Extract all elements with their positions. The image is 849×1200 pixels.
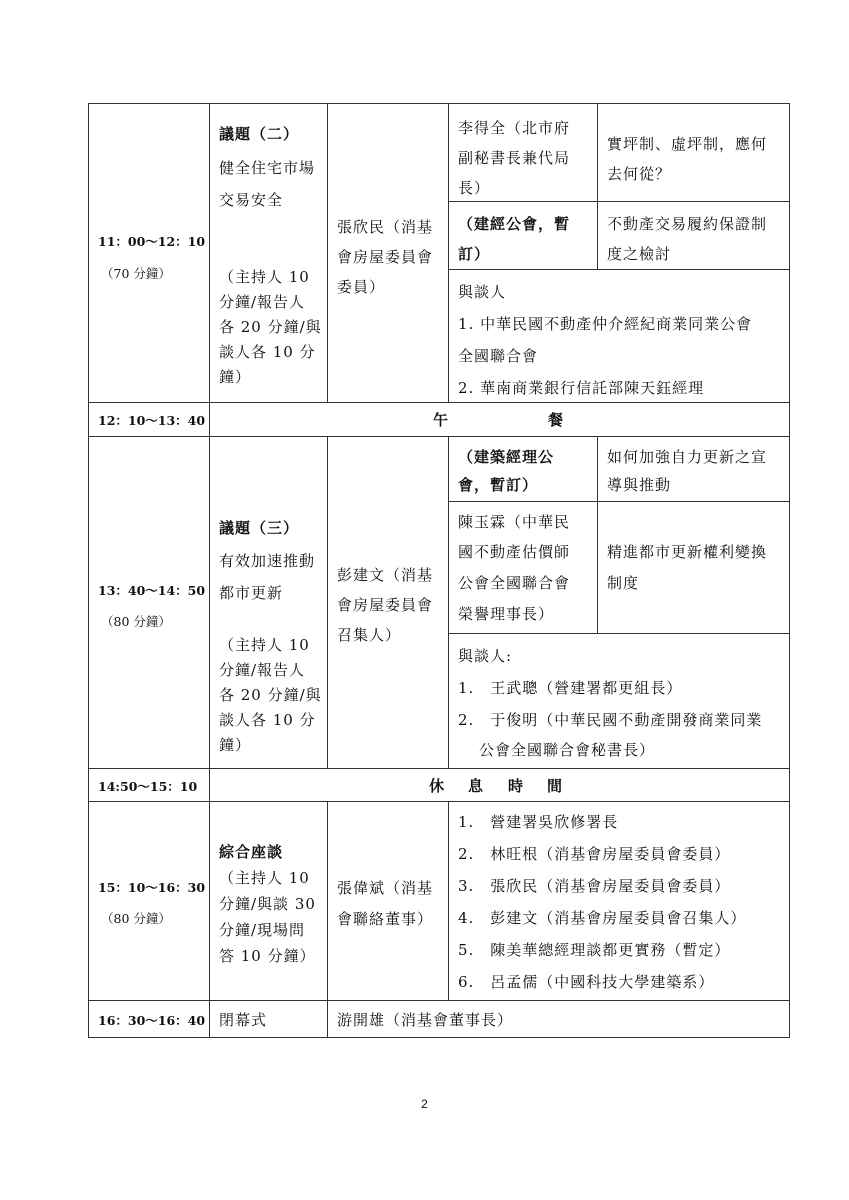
panel-member: 3. 張欣民（消基會房屋委員會委員） <box>458 877 731 895</box>
format-line: （主持人 10 <box>219 869 310 887</box>
format-line: 分鐘/現場問 <box>219 921 306 939</box>
break-time: 12：10～13：40 <box>98 413 206 428</box>
break-label-char: 間 <box>547 777 564 795</box>
report-title-cell <box>597 201 790 270</box>
speaker-line: （建經公會，暫 <box>458 215 571 233</box>
moderator-line: 會房屋委員會 <box>337 248 434 266</box>
format-line: （主持人 10 <box>219 268 310 286</box>
session-duration: （80 分鐘） <box>101 614 171 629</box>
panel-member: 4. 彭建文（消基會房屋委員會召集人） <box>458 909 747 927</box>
speaker-line: 國不動產估價師 <box>458 543 571 561</box>
topic-line: 交易安全 <box>219 191 284 209</box>
session-time-cell <box>88 103 210 403</box>
break-label-cell <box>209 402 790 437</box>
break-label-char: 息 <box>468 777 485 795</box>
discussants-heading: 與談人 <box>458 283 507 301</box>
moderator-cell <box>327 436 449 769</box>
session-duration: （80 分鐘） <box>101 911 171 926</box>
format-line: （主持人 10 <box>219 636 310 654</box>
format-line: 談人各 10 分 <box>219 343 316 361</box>
session-time: 15：10～16：30 <box>98 880 206 895</box>
break-time: 14:50～15：10 <box>98 779 198 794</box>
page-number: 2 <box>421 1097 428 1111</box>
moderator-line: 委員） <box>337 278 386 296</box>
session-time: 13：40～14：50 <box>98 583 206 598</box>
report-title-line: 精進都市更新權利變換 <box>607 543 768 561</box>
session-time-cell <box>88 801 210 1001</box>
moderator-line: 彭建文（消基 <box>337 566 434 584</box>
report-title-cell <box>597 501 790 634</box>
topic-title: 議題（二） <box>219 125 300 143</box>
format-line: 鐘） <box>219 736 252 754</box>
speaker-cell <box>448 436 598 502</box>
moderator-line: 會聯絡董事） <box>337 910 434 928</box>
moderator-line: 張偉斌（消基 <box>337 879 434 897</box>
format-line: 談人各 10 分 <box>219 711 316 729</box>
break-time-cell <box>88 402 210 437</box>
topic-line: 健全住宅市場 <box>219 159 316 177</box>
break-label-char: 休 <box>429 777 446 795</box>
format-line: 分鐘/報告人 <box>219 293 306 311</box>
panel-topic-cell <box>209 801 328 1001</box>
speaker-line: 長） <box>458 179 491 197</box>
report-title-line: 度之檢討 <box>607 245 672 263</box>
report-title-line: 不動產交易履約保證制 <box>607 215 768 233</box>
format-line: 各 20 分鐘/與 <box>219 686 322 704</box>
session-duration: （70 分鐘） <box>101 266 171 281</box>
discussant-line: 公會全國聯合會秘書長） <box>479 741 656 759</box>
discussant-line: 2. 華南商業銀行信託部陳天鈺經理 <box>458 379 705 397</box>
break-label-char: 餐 <box>548 411 565 429</box>
panel-member: 5. 陳美華總經理談都更實務（暫定） <box>458 941 731 959</box>
report-title-line: 制度 <box>607 574 640 592</box>
format-line: 各 20 分鐘/與 <box>219 318 322 336</box>
panel-member: 6. 呂孟儒（中國科技大學建築系） <box>458 973 715 991</box>
report-title-line: 實坪制、虛坪制，應何 <box>607 135 768 153</box>
closing-host: 游開雄（消基會董事長） <box>337 1011 514 1029</box>
closing-time-cell <box>88 1000 210 1038</box>
break-label-char: 時 <box>508 777 525 795</box>
speaker-line: 訂） <box>458 245 491 263</box>
session-topic-cell <box>209 103 328 403</box>
closing-label: 閉幕式 <box>219 1011 268 1029</box>
closing-host-cell <box>327 1000 790 1038</box>
break-label-char: 午 <box>433 411 450 429</box>
discussant-line: 全國聯合會 <box>458 347 539 365</box>
report-title-cell <box>597 436 790 502</box>
report-title-line: 如何加強自力更新之宣 <box>607 448 768 466</box>
session-topic-cell <box>209 436 328 769</box>
panel-title: 綜合座談 <box>219 843 284 861</box>
discussants-cell <box>448 633 790 769</box>
format-line: 分鐘/與談 30 <box>219 895 316 913</box>
discussants-heading: 與談人: <box>458 647 513 665</box>
speaker-line: 會，暫訂） <box>458 476 539 494</box>
topic-line: 都市更新 <box>219 584 284 602</box>
discussant-line: 2. 于俊明（中華民國不動產開發商業同業 <box>458 711 763 729</box>
break-time-cell <box>88 768 210 802</box>
discussant-line: 1. 王武聰（營建署都更組長） <box>458 679 683 697</box>
moderator-line: 張欣民（消基 <box>337 218 434 236</box>
closing-label-cell <box>209 1000 328 1038</box>
speaker-cell <box>448 201 598 270</box>
speaker-cell <box>448 103 598 202</box>
speaker-line: 李得全（北市府 <box>458 119 571 137</box>
moderator-line: 召集人） <box>337 626 402 644</box>
topic-title: 議題（三） <box>219 519 300 537</box>
report-title-line: 導與推動 <box>607 476 672 494</box>
report-title-line: 去何從？ <box>607 165 672 183</box>
speaker-line: （建築經理公 <box>458 448 555 466</box>
discussants-cell <box>448 269 790 403</box>
moderator-cell <box>327 103 449 403</box>
format-line: 鐘） <box>219 368 252 386</box>
topic-line: 有效加速推動 <box>219 552 316 570</box>
moderator-line: 會房屋委員會 <box>337 596 434 614</box>
panel-members-cell <box>448 801 790 1001</box>
speaker-cell <box>448 501 598 634</box>
break-label-cell <box>209 768 790 802</box>
agenda-table <box>88 103 790 1038</box>
speaker-line: 榮譽理事長） <box>458 605 555 623</box>
session-time-cell <box>88 436 210 769</box>
speaker-line: 副秘書長兼代局 <box>458 149 571 167</box>
format-line: 答 10 分鐘） <box>219 947 316 965</box>
format-line: 分鐘/報告人 <box>219 661 306 679</box>
session-time: 11：00～12：10 <box>98 234 206 249</box>
report-title-cell <box>597 103 790 202</box>
discussant-line: 1. 中華民國不動產仲介經紀商業同業公會 <box>458 315 753 333</box>
speaker-line: 公會全國聯合會 <box>458 574 571 592</box>
panel-member: 2. 林旺根（消基會房屋委員會委員） <box>458 845 731 863</box>
panel-member: 1. 營建署吳欣修署長 <box>458 813 619 831</box>
closing-time: 16：30～16：40 <box>98 1013 206 1028</box>
moderator-cell <box>327 801 449 1001</box>
speaker-line: 陳玉霖（中華民 <box>458 513 571 531</box>
